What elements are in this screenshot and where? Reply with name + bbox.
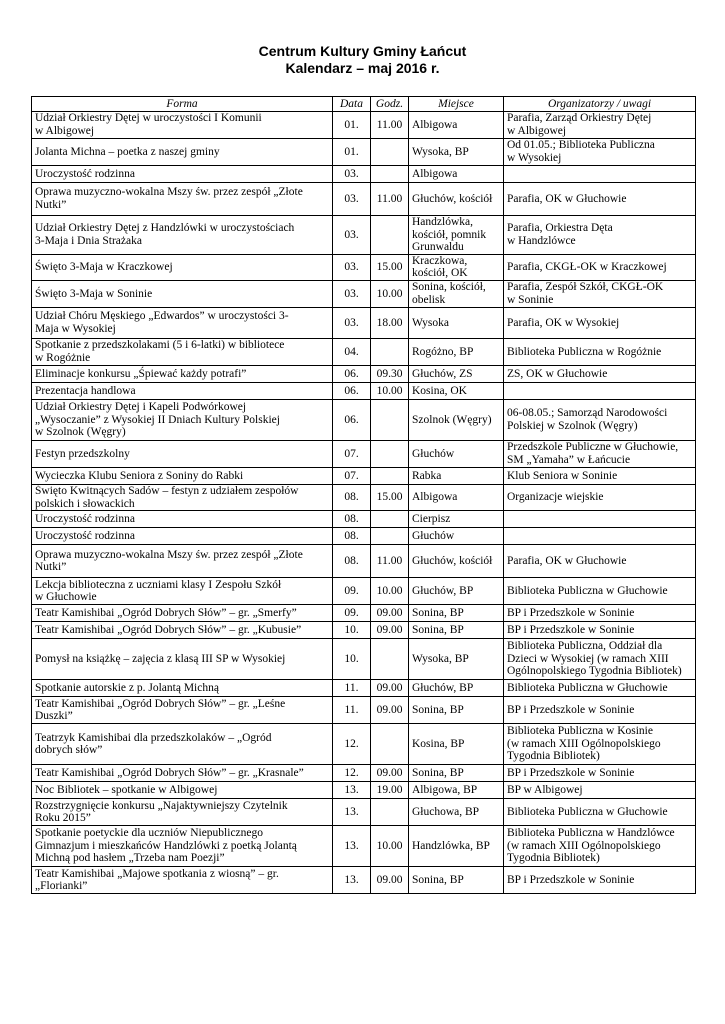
cell-data: 03. bbox=[333, 254, 371, 280]
cell-organizatorzy: Parafia, Orkiestra Dęta w Handzlówce bbox=[504, 216, 696, 255]
column-header-miejsce: Miejsce bbox=[409, 97, 504, 112]
cell-miejsce: Kraczkowa, kościół, OK bbox=[409, 254, 504, 280]
cell-forma: Uroczystość rodzinna bbox=[32, 528, 333, 545]
cell-data: 06. bbox=[333, 382, 371, 399]
cell-organizatorzy: Organizacje wiejskie bbox=[504, 484, 696, 510]
page-subtitle: Kalendarz – maj 2016 r. bbox=[285, 60, 440, 76]
table-row bbox=[32, 254, 696, 280]
cell-godz bbox=[371, 399, 409, 440]
cell-organizatorzy: Parafia, Zespół Szkół, CKGŁ-OK w Soninie bbox=[504, 280, 696, 307]
cell-forma: Udział Chóru Męskiego „Edwardos” w uroczystości 3- Maja w Wysokiej bbox=[32, 307, 333, 338]
cell-miejsce: Sonina, BP bbox=[409, 867, 504, 894]
table-row bbox=[32, 724, 696, 765]
table-row bbox=[32, 139, 696, 166]
cell-miejsce: Szolnok (Węgry) bbox=[409, 399, 504, 440]
cell-godz: 09.30 bbox=[371, 365, 409, 382]
cell-godz bbox=[371, 166, 409, 183]
cell-miejsce: Sonina, kościół, obelisk bbox=[409, 280, 504, 307]
cell-godz: 11.00 bbox=[371, 183, 409, 216]
cell-organizatorzy: Biblioteka Publiczna w Handzlówce (w ramach XIII Ogólnopolskiego Tygodnia Bibliotek) bbox=[504, 826, 696, 867]
column-header-godz: Godz. bbox=[371, 97, 409, 112]
cell-forma: Noc Bibliotek – spotkanie w Albigowej bbox=[32, 782, 333, 799]
cell-godz: 10.00 bbox=[371, 280, 409, 307]
cell-data: 10. bbox=[333, 639, 371, 680]
cell-data: 13. bbox=[333, 782, 371, 799]
cell-miejsce: Głuchów, kościół bbox=[409, 545, 504, 578]
cell-organizatorzy: 06-08.05.; Samorząd Narodowości Polskiej w Szolnok (Węgry) bbox=[504, 399, 696, 440]
cell-miejsce: Rabka bbox=[409, 467, 504, 484]
events-table bbox=[31, 96, 696, 894]
cell-organizatorzy: BP i Przedszkole w Soninie bbox=[504, 697, 696, 724]
column-header-organizatorzy: Organizatorzy / uwagi bbox=[504, 97, 696, 112]
cell-organizatorzy: Od 01.05.; Biblioteka Publiczna w Wysokiej bbox=[504, 139, 696, 166]
column-header-forma: Forma bbox=[32, 97, 333, 112]
table-row bbox=[32, 467, 696, 484]
cell-godz: 09.00 bbox=[371, 680, 409, 697]
cell-data: 11. bbox=[333, 680, 371, 697]
cell-data: 13. bbox=[333, 867, 371, 894]
cell-data: 11. bbox=[333, 697, 371, 724]
cell-forma: Udział Orkiestry Dętej z Handzlówki w uroczystościach 3-Maja i Dnia Strażaka bbox=[32, 216, 333, 255]
cell-forma: Teatrzyk Kamishibai dla przedszkolaków – „Ogród dobrych słów” bbox=[32, 724, 333, 765]
cell-miejsce: Sonina, BP bbox=[409, 605, 504, 622]
cell-miejsce: Albigowa bbox=[409, 484, 504, 510]
cell-data: 03. bbox=[333, 216, 371, 255]
table-row bbox=[32, 697, 696, 724]
cell-godz: 09.00 bbox=[371, 622, 409, 639]
table-row bbox=[32, 382, 696, 399]
cell-godz: 11.00 bbox=[371, 545, 409, 578]
cell-forma: Teatr Kamishibai „Ogród Dobrych Słów” – gr. „Kubusie” bbox=[32, 622, 333, 639]
cell-data: 12. bbox=[333, 724, 371, 765]
cell-organizatorzy bbox=[504, 382, 696, 399]
table-row bbox=[32, 545, 696, 578]
cell-data: 06. bbox=[333, 399, 371, 440]
cell-forma: Teatr Kamishibai „Ogród Dobrych Słów” – gr. „Smerfy” bbox=[32, 605, 333, 622]
cell-organizatorzy: Biblioteka Publiczna w Głuchowie bbox=[504, 799, 696, 826]
cell-miejsce: Kosina, BP bbox=[409, 724, 504, 765]
cell-miejsce: Handzlówka, kościół, pomnik Grunwaldu bbox=[409, 216, 504, 255]
cell-organizatorzy: Parafia, CKGŁ-OK w Kraczkowej bbox=[504, 254, 696, 280]
cell-forma: Oprawa muzyczno-wokalna Mszy św. przez zespół „Złote Nutki” bbox=[32, 545, 333, 578]
cell-godz bbox=[371, 467, 409, 484]
cell-organizatorzy: BP i Przedszkole w Soninie bbox=[504, 605, 696, 622]
cell-forma: Rozstrzygnięcie konkursu „Najaktywniejszy Czytelnik Roku 2015” bbox=[32, 799, 333, 826]
cell-data: 09. bbox=[333, 578, 371, 605]
cell-miejsce: Głuchowa, BP bbox=[409, 799, 504, 826]
cell-forma: Eliminacje konkursu „Śpiewać każdy potrafi” bbox=[32, 365, 333, 382]
cell-organizatorzy: BP i Przedszkole w Soninie bbox=[504, 765, 696, 782]
cell-data: 08. bbox=[333, 511, 371, 528]
cell-organizatorzy: Biblioteka Publiczna w Rogóżnie bbox=[504, 338, 696, 365]
table-row bbox=[32, 511, 696, 528]
table-row bbox=[32, 440, 696, 467]
cell-organizatorzy: Biblioteka Publiczna, Oddział dla Dzieci w Wysokiej (w ramach XIII Ogólnopolskiego Tygodnia Bibliotek) bbox=[504, 639, 696, 680]
cell-data: 13. bbox=[333, 826, 371, 867]
cell-miejsce: Głuchów bbox=[409, 528, 504, 545]
table-row bbox=[32, 183, 696, 216]
page-title: Centrum Kultury Gminy Łańcut bbox=[258, 43, 467, 59]
cell-godz bbox=[371, 216, 409, 255]
cell-forma: Teatr Kamishibai „Ogród Dobrych Słów” – gr. „Krasnale” bbox=[32, 765, 333, 782]
cell-organizatorzy: Biblioteka Publiczna w Głuchowie bbox=[504, 578, 696, 605]
cell-forma: Spotkanie poetyckie dla uczniów Niepublicznego Gimnazjum i mieszkańców Handzlówki z poetką Jolantą Michną pod hasłem „Trzeba nam Poezji” bbox=[32, 826, 333, 867]
table-row bbox=[32, 799, 696, 826]
table-row bbox=[32, 399, 696, 440]
cell-forma: Spotkanie autorskie z p. Jolantą Michną bbox=[32, 680, 333, 697]
cell-godz bbox=[371, 799, 409, 826]
cell-data: 08. bbox=[333, 484, 371, 510]
cell-forma: Lekcja biblioteczna z uczniami klasy I Zespołu Szkół w Głuchowie bbox=[32, 578, 333, 605]
cell-godz: 15.00 bbox=[371, 484, 409, 510]
cell-miejsce: Sonina, BP bbox=[409, 622, 504, 639]
table-row bbox=[32, 338, 696, 365]
cell-organizatorzy: Klub Seniora w Soninie bbox=[504, 467, 696, 484]
cell-miejsce: Cierpisz bbox=[409, 511, 504, 528]
table-row bbox=[32, 639, 696, 680]
cell-data: 09. bbox=[333, 605, 371, 622]
cell-godz bbox=[371, 724, 409, 765]
cell-data: 01. bbox=[333, 139, 371, 166]
cell-organizatorzy: BP i Przedszkole w Soninie bbox=[504, 622, 696, 639]
cell-godz bbox=[371, 528, 409, 545]
cell-forma: Święto Kwitnących Sadów – festyn z udziałem zespołów polskich i słowackich bbox=[32, 484, 333, 510]
cell-data: 13. bbox=[333, 799, 371, 826]
cell-organizatorzy: BP w Albigowej bbox=[504, 782, 696, 799]
cell-forma: Festyn przedszkolny bbox=[32, 440, 333, 467]
table-body bbox=[32, 112, 696, 894]
cell-data: 04. bbox=[333, 338, 371, 365]
cell-miejsce: Albigowa bbox=[409, 166, 504, 183]
cell-data: 03. bbox=[333, 280, 371, 307]
cell-godz: 09.00 bbox=[371, 867, 409, 894]
cell-miejsce: Wysoka, BP bbox=[409, 139, 504, 166]
cell-forma: Prezentacja handlowa bbox=[32, 382, 333, 399]
cell-organizatorzy: BP i Przedszkole w Soninie bbox=[504, 867, 696, 894]
cell-forma: Uroczystość rodzinna bbox=[32, 511, 333, 528]
cell-miejsce: Wysoka, BP bbox=[409, 639, 504, 680]
table-row bbox=[32, 680, 696, 697]
cell-data: 01. bbox=[333, 112, 371, 139]
cell-miejsce: Głuchów, kościół bbox=[409, 183, 504, 216]
table-row bbox=[32, 280, 696, 307]
cell-miejsce: Rogóżno, BP bbox=[409, 338, 504, 365]
cell-godz bbox=[371, 139, 409, 166]
cell-godz: 19.00 bbox=[371, 782, 409, 799]
cell-organizatorzy: Parafia, OK w Głuchowie bbox=[504, 545, 696, 578]
table-header-row bbox=[32, 97, 696, 112]
cell-data: 08. bbox=[333, 528, 371, 545]
cell-data: 08. bbox=[333, 545, 371, 578]
cell-organizatorzy bbox=[504, 166, 696, 183]
cell-forma: Uroczystość rodzinna bbox=[32, 166, 333, 183]
cell-data: 07. bbox=[333, 440, 371, 467]
cell-miejsce: Głuchów, BP bbox=[409, 680, 504, 697]
cell-forma: Pomysł na książkę – zajęcia z klasą III SP w Wysokiej bbox=[32, 639, 333, 680]
cell-godz: 18.00 bbox=[371, 307, 409, 338]
cell-organizatorzy: ZS, OK w Głuchowie bbox=[504, 365, 696, 382]
column-header-data: Data bbox=[333, 97, 371, 112]
cell-godz bbox=[371, 440, 409, 467]
cell-godz: 09.00 bbox=[371, 605, 409, 622]
cell-forma: Jolanta Michna – poetka z naszej gminy bbox=[32, 139, 333, 166]
cell-forma: Święto 3-Maja w Kraczkowej bbox=[32, 254, 333, 280]
cell-organizatorzy: Parafia, OK w Głuchowie bbox=[504, 183, 696, 216]
cell-forma: Teatr Kamishibai „Ogród Dobrych Słów” – gr. „Leśne Duszki” bbox=[32, 697, 333, 724]
cell-organizatorzy: Biblioteka Publiczna w Kosinie (w ramach XIII Ogólnopolskiego Tygodnia Bibliotek) bbox=[504, 724, 696, 765]
cell-godz: 11.00 bbox=[371, 112, 409, 139]
table-row bbox=[32, 765, 696, 782]
cell-godz: 09.00 bbox=[371, 765, 409, 782]
cell-godz: 10.00 bbox=[371, 578, 409, 605]
table-row bbox=[32, 528, 696, 545]
cell-data: 10. bbox=[333, 622, 371, 639]
cell-godz bbox=[371, 511, 409, 528]
cell-miejsce: Albigowa, BP bbox=[409, 782, 504, 799]
cell-miejsce: Sonina, BP bbox=[409, 697, 504, 724]
cell-godz bbox=[371, 639, 409, 680]
cell-organizatorzy: Biblioteka Publiczna w Głuchowie bbox=[504, 680, 696, 697]
table-row bbox=[32, 622, 696, 639]
cell-godz: 09.00 bbox=[371, 697, 409, 724]
table-row bbox=[32, 166, 696, 183]
table-row bbox=[32, 112, 696, 139]
cell-organizatorzy: Parafia, OK w Wysokiej bbox=[504, 307, 696, 338]
cell-data: 07. bbox=[333, 467, 371, 484]
table-row bbox=[32, 216, 696, 255]
cell-forma: Teatr Kamishibai „Majowe spotkania z wiosną” – gr. „Florianki” bbox=[32, 867, 333, 894]
table-row bbox=[32, 484, 696, 510]
cell-forma: Udział Orkiestry Dętej w uroczystości I Komunii w Albigowej bbox=[32, 112, 333, 139]
cell-forma: Udział Orkiestry Dętej i Kapeli Podwórkowej „Wysoczanie” z Wysokiej II Dniach Kultury Polskiej w Szolnok (Węgry) bbox=[32, 399, 333, 440]
table-row bbox=[32, 365, 696, 382]
cell-forma: Spotkanie z przedszkolakami (5 i 6-latki) w bibliotece w Rogóżnie bbox=[32, 338, 333, 365]
table-row bbox=[32, 782, 696, 799]
cell-miejsce: Albigowa bbox=[409, 112, 504, 139]
cell-forma: Święto 3-Maja w Soninie bbox=[32, 280, 333, 307]
cell-miejsce: Głuchów bbox=[409, 440, 504, 467]
table-row bbox=[32, 867, 696, 894]
table-row bbox=[32, 578, 696, 605]
cell-miejsce: Handzlówka, BP bbox=[409, 826, 504, 867]
cell-miejsce: Głuchów, ZS bbox=[409, 365, 504, 382]
cell-miejsce: Głuchów, BP bbox=[409, 578, 504, 605]
cell-forma: Oprawa muzyczno-wokalna Mszy św. przez zespół „Złote Nutki” bbox=[32, 183, 333, 216]
cell-godz: 10.00 bbox=[371, 382, 409, 399]
cell-godz: 15.00 bbox=[371, 254, 409, 280]
cell-godz bbox=[371, 338, 409, 365]
cell-organizatorzy: Przedszkole Publiczne w Głuchowie, SM „Yamaha” w Łańcucie bbox=[504, 440, 696, 467]
cell-organizatorzy bbox=[504, 528, 696, 545]
cell-forma: Wycieczka Klubu Seniora z Soniny do Rabki bbox=[32, 467, 333, 484]
table-row bbox=[32, 826, 696, 867]
cell-data: 12. bbox=[333, 765, 371, 782]
cell-data: 03. bbox=[333, 183, 371, 216]
table-row bbox=[32, 605, 696, 622]
cell-miejsce: Sonina, BP bbox=[409, 765, 504, 782]
cell-data: 03. bbox=[333, 166, 371, 183]
cell-godz: 10.00 bbox=[371, 826, 409, 867]
cell-data: 03. bbox=[333, 307, 371, 338]
cell-organizatorzy: Parafia, Zarząd Orkiestry Dętej w Albigowej bbox=[504, 112, 696, 139]
cell-miejsce: Kosina, OK bbox=[409, 382, 504, 399]
cell-organizatorzy bbox=[504, 511, 696, 528]
cell-miejsce: Wysoka bbox=[409, 307, 504, 338]
cell-data: 06. bbox=[333, 365, 371, 382]
table-row bbox=[32, 307, 696, 338]
